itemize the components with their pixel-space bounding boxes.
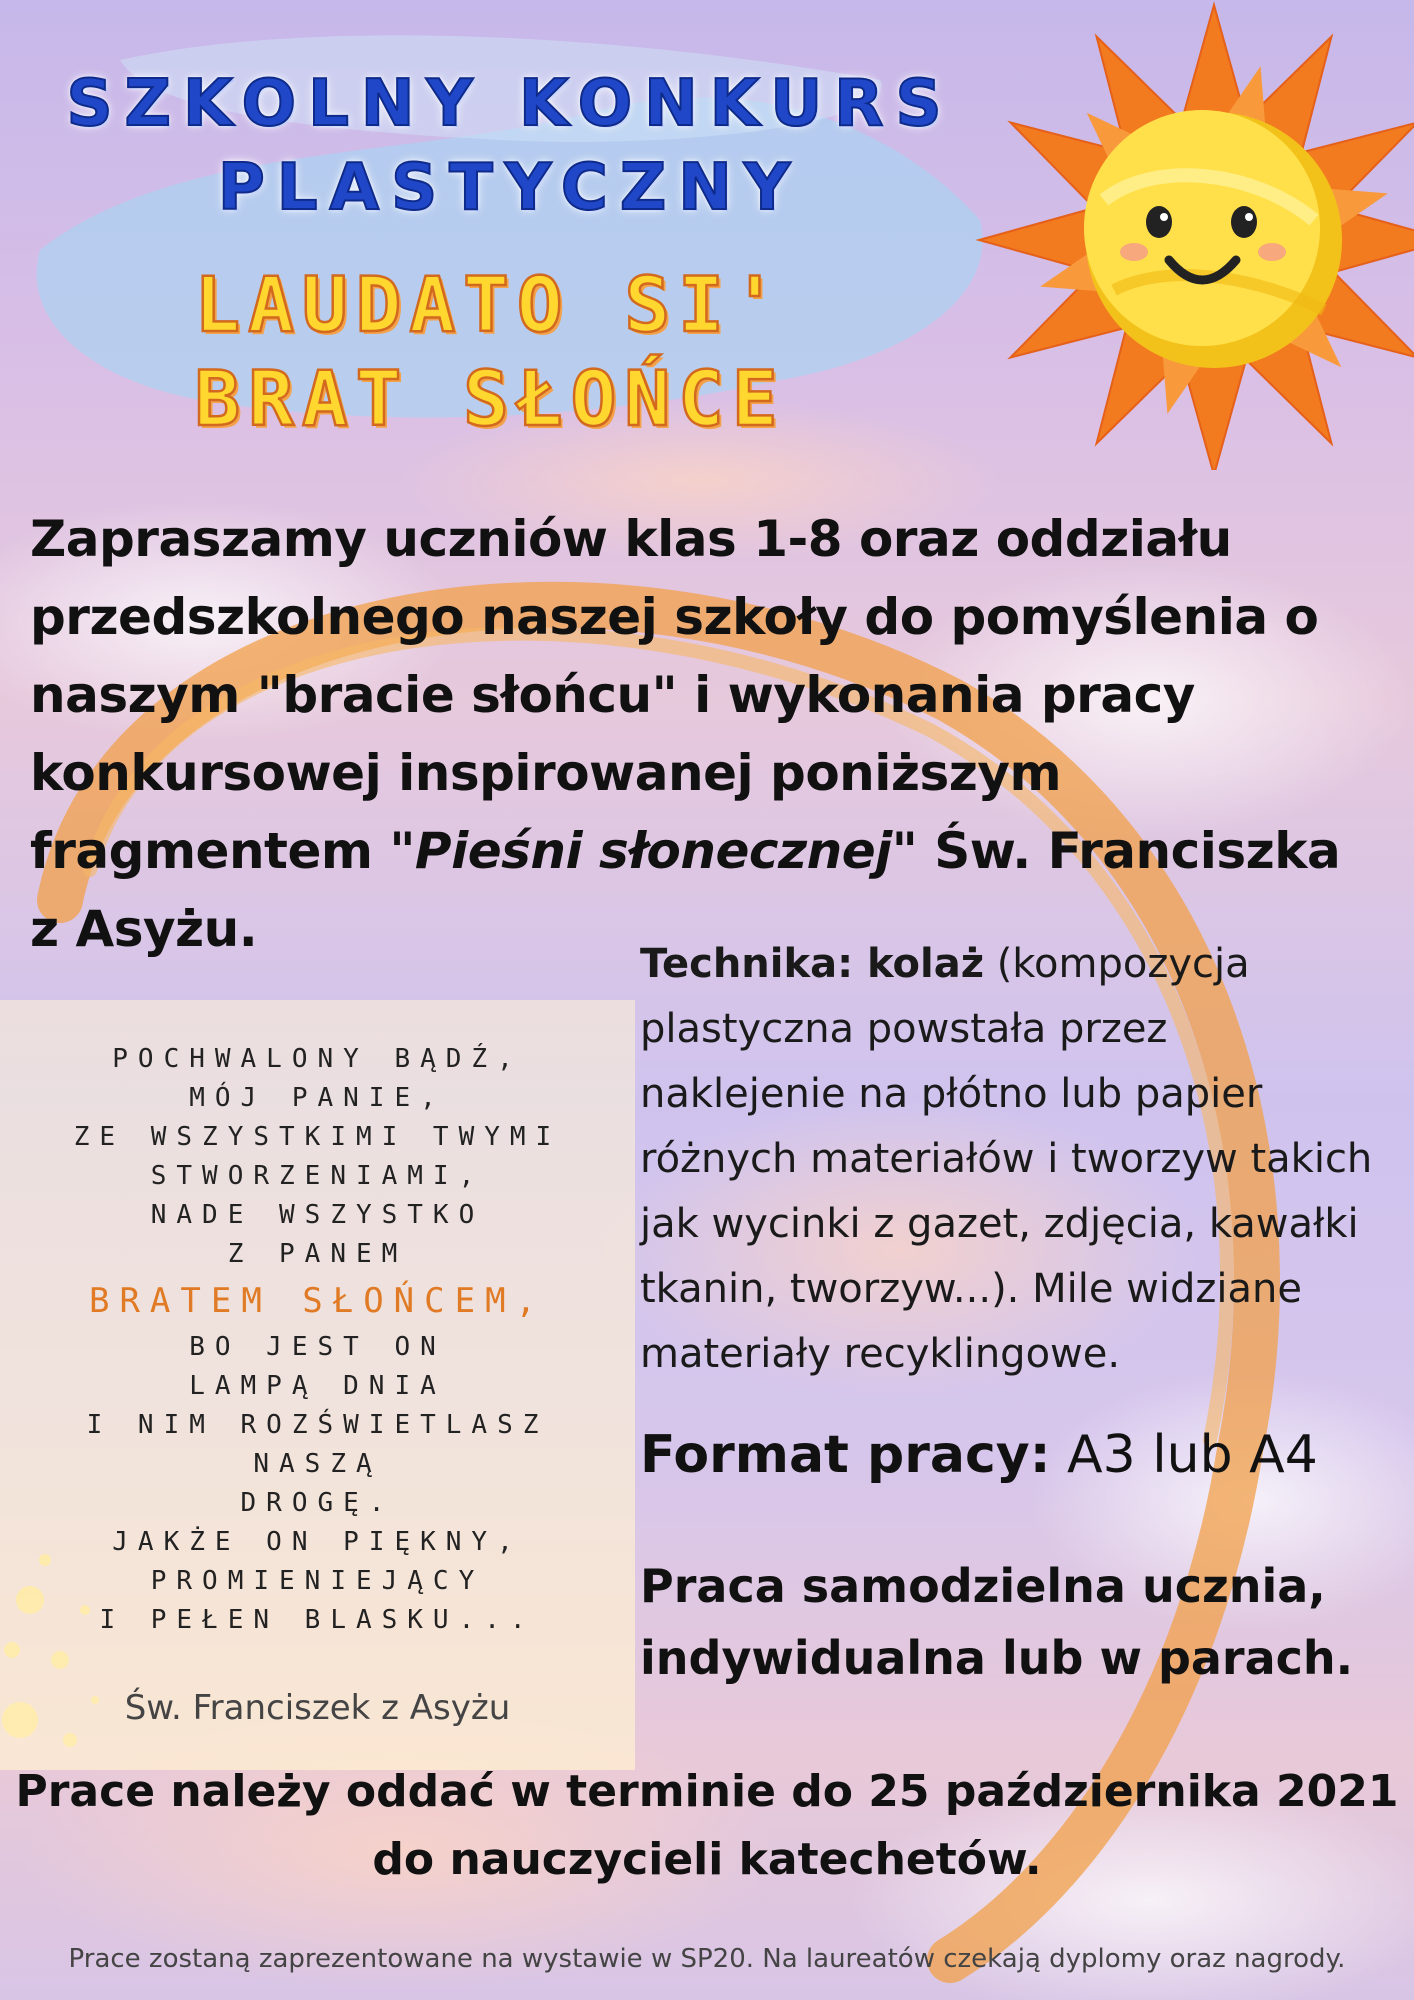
poem-author: Św. Franciszek z Asyżu	[124, 1688, 511, 1728]
poem-line: I NIM ROZŚWIETLASZ	[86, 1410, 549, 1440]
poem-fragment	[20, 1040, 615, 1640]
intro-paragraph	[30, 500, 1380, 968]
poem-line: JAKŻE ON PIĘKNY,	[112, 1527, 523, 1557]
poem-line: PROMIENIEJĄCY	[150, 1566, 485, 1596]
poem-line: ZE WSZYSTKIMI TWYMI	[73, 1122, 562, 1152]
contest-subtitle	[60, 258, 920, 446]
technique-description	[640, 932, 1380, 1387]
poem-line: MÓJ PANIE,	[189, 1083, 446, 1113]
format-label: Format pracy:	[640, 1425, 1051, 1485]
format-info	[640, 1420, 1380, 1490]
format-value: A3 lub A4	[1050, 1425, 1318, 1485]
deadline-notice	[0, 1758, 1414, 1894]
contest-title-line-2: PLASTYCZNY	[217, 151, 803, 225]
poem-line: STWORZENIAMI,	[150, 1161, 485, 1191]
contest-title-line-1: SZKOLNY KONKURS	[66, 67, 954, 141]
poem-accent-line: BRATEM SŁOŃCEM,	[88, 1281, 547, 1321]
intro-song-title: "Pieśni słonecznej"	[389, 822, 918, 880]
deadline-line-1: Prace należy oddać w terminie do 25 października 2021	[15, 1766, 1399, 1817]
sun-mascot-icon	[974, 0, 1414, 470]
poem-line: DROGĘ.	[240, 1488, 395, 1518]
poem-line: LAMPĄ DNIA	[189, 1371, 446, 1401]
poem-line: I PEŁEN BLASKU...	[99, 1605, 536, 1635]
poem-line: NADE WSZYSTKO	[150, 1200, 485, 1230]
deadline-line-2: do nauczycieli katechetów.	[372, 1834, 1042, 1885]
individual-work-note: Praca samodzielna ucznia, indywidualna lub w parach.	[640, 1559, 1354, 1685]
technique-text: (kompozycja plastyczna powstała przez naklejenie na płótno lub papier różnych materiałów i tworzyw takich jak wycinki z gazet, zdjęcia, kawałki tkanin, tworzyw...). Mile widziane materiały recyklingowe.	[640, 941, 1373, 1377]
poem-line: Z PANEM	[227, 1239, 408, 1269]
contest-title	[60, 62, 960, 230]
poem-line: NASZĄ	[253, 1449, 382, 1479]
intro-text-2: Św. Franciszka z Asyżu.	[30, 822, 1341, 958]
contest-subtitle-line-1: LAUDATO SI'	[194, 260, 786, 349]
poem-line: POCHWALONY BĄDŹ,	[112, 1044, 523, 1074]
intro-text-1: Zapraszamy uczniów klas 1-8 oraz oddziału przedszkolnego naszej szkoły do pomyślenia o naszym "bracie słońcu" i wykonania pracy konkursowej inspirowanej poniższym fragmentem	[30, 510, 1319, 880]
footer-note: Prace zostaną zaprezentowane na wystawie w SP20. Na laureatów czekają dyplomy oraz nagrody.	[68, 1944, 1346, 1974]
poem-line: BO JEST ON	[189, 1332, 446, 1362]
technique-label: Technika: kolaż	[640, 941, 984, 987]
contest-subtitle-line-2: BRAT SŁOŃCE	[194, 354, 786, 443]
